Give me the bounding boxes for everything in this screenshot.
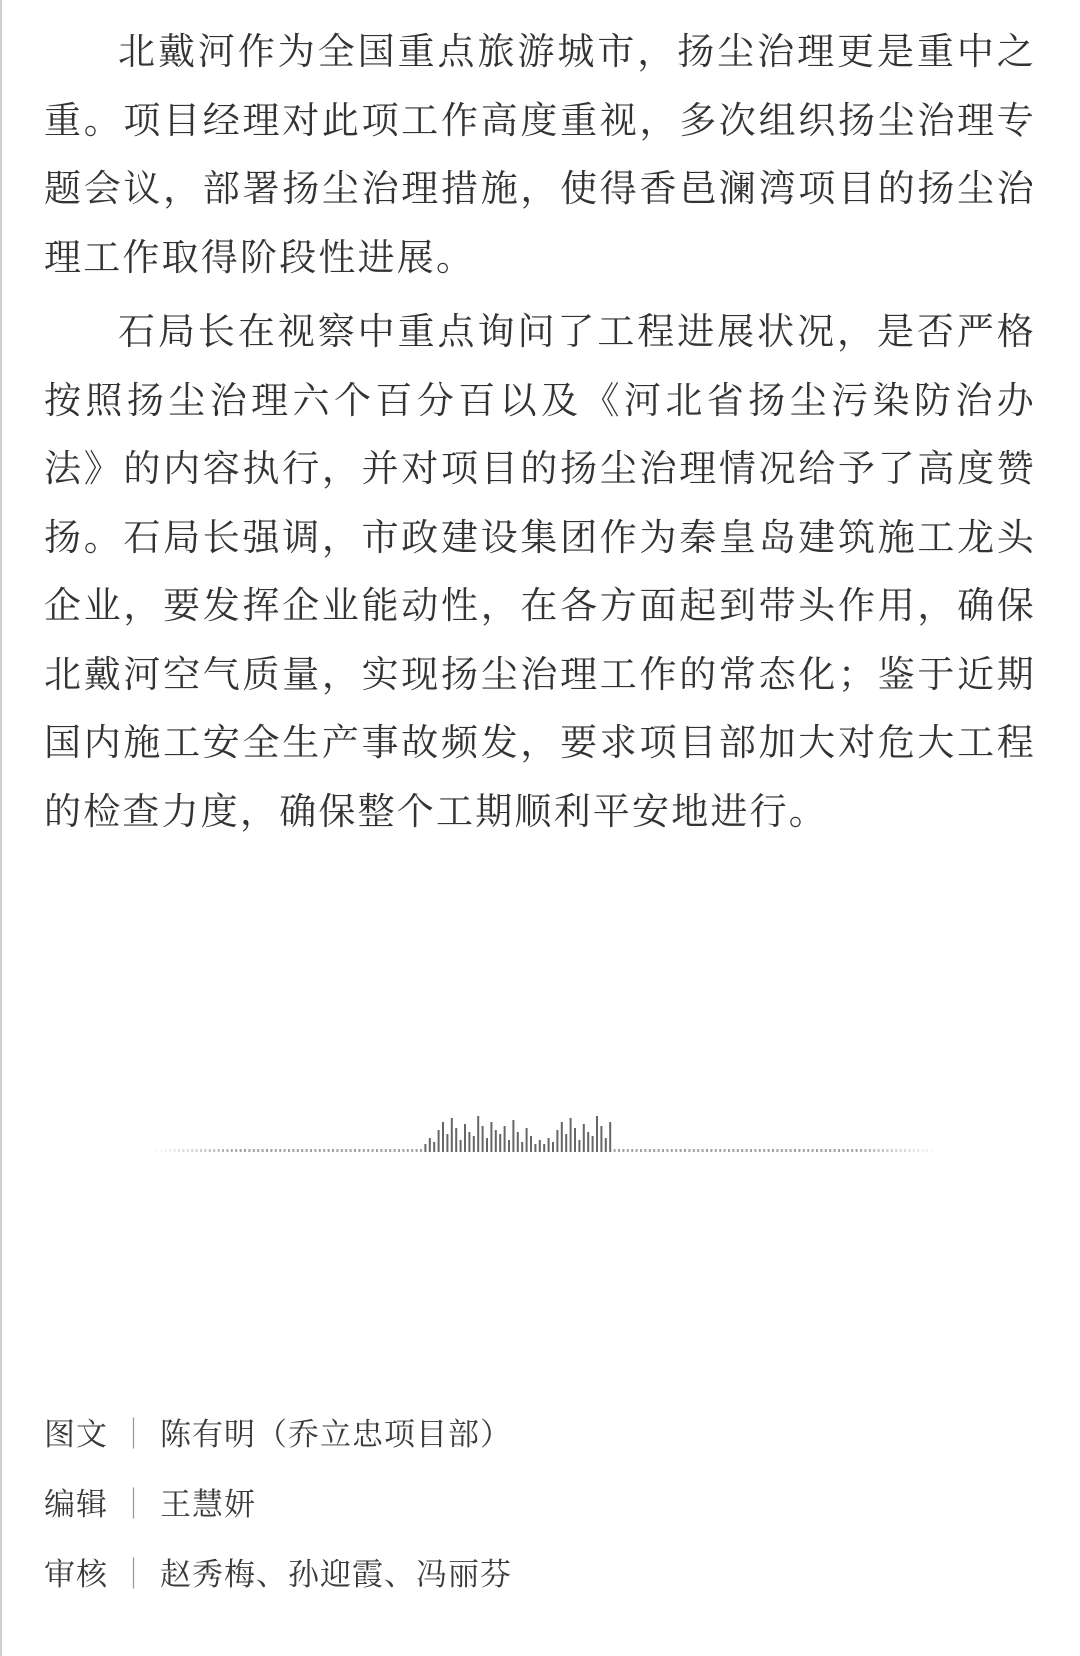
waveform-bar bbox=[438, 1130, 440, 1152]
credit-value: 王慧妍 bbox=[160, 1487, 256, 1523]
waveform-bar bbox=[156, 1149, 158, 1152]
waveform-bar bbox=[719, 1149, 721, 1152]
waveform-bar bbox=[468, 1132, 470, 1152]
waveform-bar bbox=[204, 1149, 206, 1152]
waveform-bar bbox=[301, 1149, 303, 1152]
waveform-bar bbox=[922, 1149, 924, 1152]
waveform-bar bbox=[864, 1149, 866, 1152]
credit-separator: ｜ bbox=[118, 1557, 150, 1593]
credit-label: 图文 bbox=[44, 1417, 108, 1453]
waveform-bar bbox=[367, 1149, 369, 1152]
waveform-bar bbox=[262, 1149, 264, 1152]
waveform-bar bbox=[191, 1149, 193, 1152]
credit-value: 赵秀梅、孙迎霞、冯丽芬 bbox=[160, 1557, 512, 1593]
waveform-bar bbox=[873, 1149, 875, 1152]
waveform-bar bbox=[882, 1149, 884, 1152]
waveform-bar bbox=[407, 1149, 409, 1152]
waveform-bar bbox=[332, 1149, 334, 1152]
waveform-bar bbox=[385, 1149, 387, 1152]
waveform-bar bbox=[732, 1149, 734, 1152]
waveform-bar bbox=[834, 1149, 836, 1152]
waveform-bar bbox=[508, 1140, 510, 1152]
waveform-bar bbox=[464, 1124, 466, 1152]
waveform-bar bbox=[675, 1149, 677, 1152]
waveform-bar bbox=[490, 1122, 492, 1152]
waveform-bar bbox=[512, 1120, 514, 1152]
waveform-bar bbox=[279, 1149, 281, 1152]
waveform-bar bbox=[187, 1149, 189, 1152]
waveform-bar bbox=[526, 1128, 528, 1152]
waveform-bar bbox=[886, 1149, 888, 1152]
waveform-bar bbox=[504, 1126, 506, 1152]
waveform-bar bbox=[904, 1149, 906, 1152]
waveform-bar bbox=[605, 1138, 607, 1152]
waveform-bar bbox=[790, 1149, 792, 1152]
waveform-bar bbox=[820, 1149, 822, 1152]
waveform-bar bbox=[354, 1149, 356, 1152]
waveform-bar bbox=[900, 1149, 902, 1152]
waveform-bar bbox=[891, 1149, 893, 1152]
waveform-bar bbox=[288, 1149, 290, 1152]
waveform-bar bbox=[345, 1149, 347, 1152]
waveform-bar bbox=[807, 1149, 809, 1152]
credits-section bbox=[44, 1400, 1034, 1610]
waveform-bar bbox=[341, 1149, 343, 1152]
waveform-bar bbox=[552, 1142, 554, 1152]
waveform-bar bbox=[460, 1140, 462, 1152]
waveform-bar bbox=[429, 1138, 431, 1152]
waveform-bar bbox=[842, 1149, 844, 1152]
waveform-bar bbox=[737, 1149, 739, 1152]
waveform-bar bbox=[671, 1149, 673, 1152]
waveform-bar bbox=[640, 1149, 642, 1152]
waveform-bar bbox=[706, 1149, 708, 1152]
waveform-bar bbox=[908, 1149, 910, 1152]
waveform-bar bbox=[363, 1149, 365, 1152]
waveform-bar bbox=[754, 1149, 756, 1152]
waveform-bar bbox=[380, 1149, 382, 1152]
waveform-bar bbox=[644, 1149, 646, 1152]
credit-separator: ｜ bbox=[118, 1487, 150, 1523]
waveform-bar bbox=[684, 1149, 686, 1152]
waveform-bar bbox=[561, 1122, 563, 1152]
waveform-bar bbox=[825, 1149, 827, 1152]
waveform-bar bbox=[662, 1149, 664, 1152]
waveform-bar bbox=[372, 1149, 374, 1152]
waveform-bar bbox=[658, 1149, 660, 1152]
waveform-bar bbox=[411, 1149, 413, 1152]
waveform-bar bbox=[869, 1149, 871, 1152]
waveform-bar bbox=[226, 1149, 228, 1152]
waveform-bar bbox=[728, 1149, 730, 1152]
waveform-bar bbox=[741, 1149, 743, 1152]
waveform-bar bbox=[763, 1149, 765, 1152]
waveform-bar bbox=[794, 1149, 796, 1152]
waveform-bar bbox=[482, 1126, 484, 1152]
waveform-bar bbox=[715, 1149, 717, 1152]
waveform-bar bbox=[746, 1149, 748, 1152]
waveform-bar bbox=[292, 1149, 294, 1152]
waveform-bar bbox=[275, 1149, 277, 1152]
waveform-bar bbox=[350, 1149, 352, 1152]
waveform-bar bbox=[548, 1138, 550, 1152]
waveform-bar bbox=[530, 1136, 532, 1152]
waveform-bar bbox=[622, 1149, 624, 1152]
waveform-bar bbox=[257, 1149, 259, 1152]
waveform-bar bbox=[174, 1149, 176, 1152]
waveform-bar bbox=[895, 1149, 897, 1152]
waveform-bar bbox=[306, 1149, 308, 1152]
waveform-bar bbox=[600, 1126, 602, 1152]
audio-waveform-icon bbox=[150, 1110, 940, 1166]
waveform-bar bbox=[565, 1134, 567, 1152]
waveform-bar bbox=[284, 1149, 286, 1152]
waveform-bar bbox=[860, 1149, 862, 1152]
waveform-bar bbox=[917, 1149, 919, 1152]
waveform-bar bbox=[926, 1149, 928, 1152]
waveform-bar bbox=[574, 1128, 576, 1152]
waveform-bar bbox=[930, 1149, 932, 1152]
waveform-bar bbox=[323, 1149, 325, 1152]
waveform-bar bbox=[724, 1149, 726, 1152]
waveform-bar bbox=[878, 1149, 880, 1152]
waveform-bar bbox=[433, 1142, 435, 1152]
waveform-bar bbox=[455, 1128, 457, 1152]
waveform-bar bbox=[270, 1149, 272, 1152]
waveform-bar bbox=[499, 1134, 501, 1152]
waveform-bar bbox=[710, 1149, 712, 1152]
waveform-bar bbox=[798, 1149, 800, 1152]
credit-line-author bbox=[44, 1400, 1034, 1470]
credit-value: 陈有明（乔立忠项目部） bbox=[160, 1417, 512, 1453]
waveform-bar bbox=[785, 1149, 787, 1152]
waveform-bar bbox=[266, 1149, 268, 1152]
article-body bbox=[44, 18, 1036, 846]
waveform-bar bbox=[534, 1144, 536, 1152]
waveform-bar bbox=[627, 1149, 629, 1152]
waveform-bar bbox=[649, 1149, 651, 1152]
waveform-bar bbox=[160, 1149, 162, 1152]
credit-label: 编辑 bbox=[44, 1487, 108, 1523]
waveform-bar bbox=[240, 1149, 242, 1152]
waveform-bar bbox=[666, 1149, 668, 1152]
waveform-bar bbox=[336, 1149, 338, 1152]
waveform-bar bbox=[376, 1149, 378, 1152]
waveform-bar bbox=[592, 1136, 594, 1152]
waveform-bar bbox=[578, 1140, 580, 1152]
waveform-bar bbox=[473, 1136, 475, 1152]
waveform-bar bbox=[653, 1149, 655, 1152]
waveform-bar bbox=[543, 1144, 545, 1152]
waveform-bar bbox=[398, 1149, 400, 1152]
waveform-bar bbox=[772, 1149, 774, 1152]
waveform-bar bbox=[570, 1118, 572, 1152]
waveform-bar bbox=[319, 1149, 321, 1152]
waveform-bar bbox=[310, 1149, 312, 1152]
waveform-bar bbox=[486, 1138, 488, 1152]
waveform-bar bbox=[851, 1149, 853, 1152]
waveform-bar bbox=[314, 1149, 316, 1152]
waveform-bar bbox=[913, 1149, 915, 1152]
waveform-bar bbox=[636, 1149, 638, 1152]
waveform-bar bbox=[829, 1149, 831, 1152]
waveform-bar bbox=[165, 1149, 167, 1152]
waveform-bar bbox=[420, 1149, 422, 1152]
waveform-bar bbox=[781, 1149, 783, 1152]
waveform-bar bbox=[614, 1149, 616, 1152]
waveform-bar bbox=[750, 1149, 752, 1152]
waveform-bar bbox=[442, 1122, 444, 1152]
waveform-bar bbox=[618, 1149, 620, 1152]
waveform-bar bbox=[178, 1149, 180, 1152]
waveform-bar bbox=[209, 1149, 211, 1152]
credit-line-reviewer bbox=[44, 1540, 1034, 1610]
waveform-bar bbox=[200, 1149, 202, 1152]
waveform-bar bbox=[803, 1149, 805, 1152]
waveform-bar bbox=[702, 1149, 704, 1152]
waveform-bar bbox=[416, 1149, 418, 1152]
waveform-bar bbox=[222, 1149, 224, 1152]
waveform-bar bbox=[631, 1149, 633, 1152]
waveform-bar bbox=[328, 1149, 330, 1152]
waveform-bar bbox=[539, 1140, 541, 1152]
waveform-bar bbox=[218, 1149, 220, 1152]
waveform-bar bbox=[847, 1149, 849, 1152]
waveform-bar bbox=[389, 1149, 391, 1152]
waveform-bar bbox=[213, 1149, 215, 1152]
waveform-bar bbox=[451, 1118, 453, 1152]
waveform-bar bbox=[556, 1130, 558, 1152]
waveform-bar bbox=[768, 1149, 770, 1152]
waveform-bar bbox=[244, 1149, 246, 1152]
waveform-bar bbox=[196, 1149, 198, 1152]
article-paragraph: 北戴河作为全国重点旅游城市，扬尘治理更是重中之重。项目经理对此项工作高度重视，多次组织扬尘治理专题会议，部署扬尘治理措施，使得香邑澜湾项目的扬尘治理工作取得阶段性进展。 bbox=[44, 30, 1036, 279]
waveform-bar bbox=[169, 1149, 171, 1152]
waveform-bar bbox=[424, 1144, 426, 1152]
waveform-bar bbox=[697, 1149, 699, 1152]
waveform-bar bbox=[759, 1149, 761, 1152]
waveform-bar bbox=[477, 1116, 479, 1152]
waveform-bar bbox=[235, 1149, 237, 1152]
waveform-bar bbox=[856, 1149, 858, 1152]
waveform-bar bbox=[816, 1149, 818, 1152]
waveform-bar bbox=[609, 1122, 611, 1152]
waveform-bar bbox=[495, 1130, 497, 1152]
credit-label: 审核 bbox=[44, 1557, 108, 1593]
waveform-bar bbox=[446, 1134, 448, 1152]
waveform-bar bbox=[812, 1149, 814, 1152]
waveform-bar bbox=[517, 1132, 519, 1152]
waveform-bar bbox=[231, 1149, 233, 1152]
waveform-bar bbox=[596, 1116, 598, 1152]
waveform-bar bbox=[693, 1149, 695, 1152]
waveform-bar bbox=[587, 1132, 589, 1152]
waveform-bar bbox=[583, 1124, 585, 1152]
waveform-bar bbox=[358, 1149, 360, 1152]
waveform-bar bbox=[182, 1149, 184, 1152]
waveform-bar bbox=[248, 1149, 250, 1152]
credit-line-editor bbox=[44, 1470, 1034, 1540]
waveform-bar bbox=[521, 1142, 523, 1152]
article-paragraph: 石局长在视察中重点询问了工程进展状况，是否严格按照扬尘治理六个百分百以及《河北省扬尘污染防治办法》的内容执行，并对项目的扬尘治理情况给予了高度赞扬。石局长强调，市政建设集团作为秦皇岛建筑施工龙头企业，要发挥企业能动性，在各方面起到带头作用，确保北戴河空气质量，实现扬尘治理工作的常态化；鉴于近期国内施工安全生产事故频发，要求项目部加大对危大工程的检查力度，确保整个工期顺利平安地进行。 bbox=[44, 310, 1036, 833]
waveform-bar bbox=[297, 1149, 299, 1152]
credit-separator: ｜ bbox=[118, 1417, 150, 1453]
waveform-bar bbox=[402, 1149, 404, 1152]
waveform-bar bbox=[688, 1149, 690, 1152]
waveform-bar bbox=[680, 1149, 682, 1152]
waveform-bar bbox=[253, 1149, 255, 1152]
page-left-border bbox=[0, 0, 2, 1656]
waveform-bar bbox=[776, 1149, 778, 1152]
waveform-bar bbox=[394, 1149, 396, 1152]
waveform-bar bbox=[838, 1149, 840, 1152]
